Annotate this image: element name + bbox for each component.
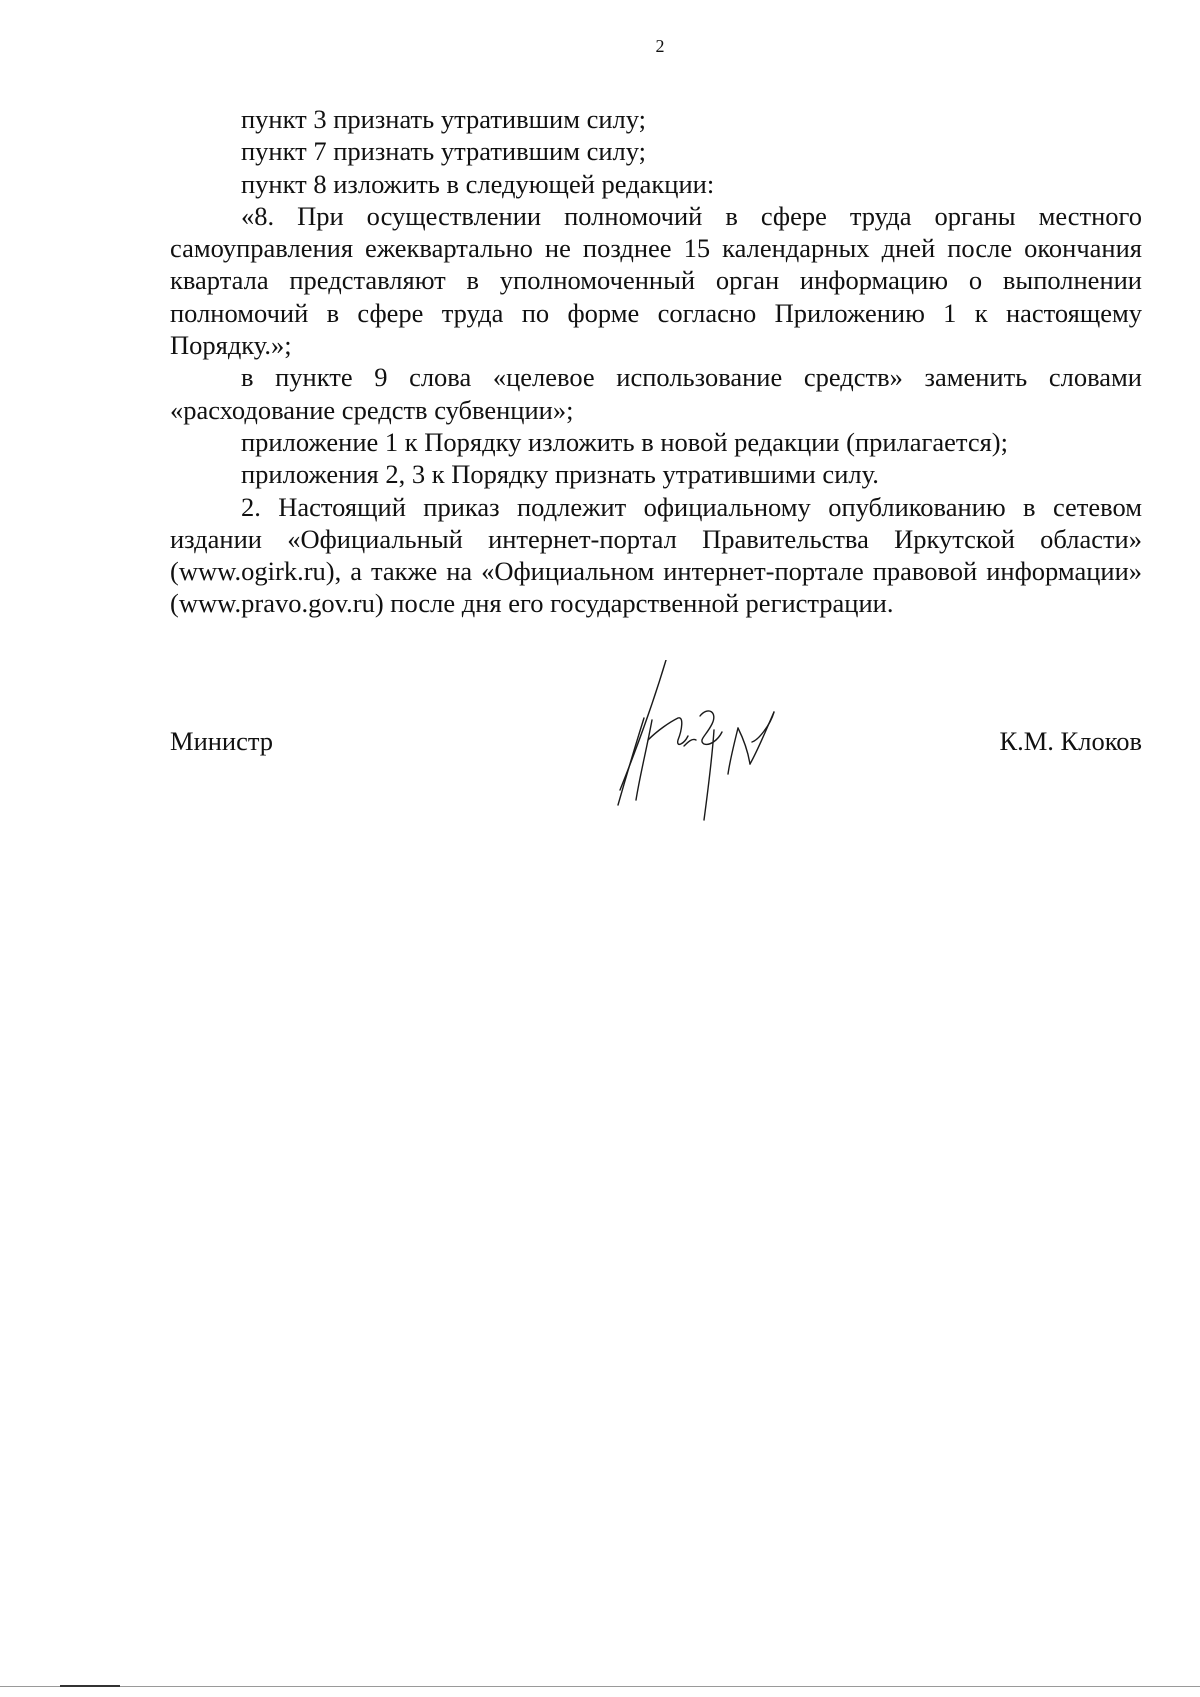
signature-icon <box>588 660 828 840</box>
paragraph-item-9-change: в пункте 9 слова «целевое использование средств» заменить словами «расходование средств субвенции»; <box>170 362 1142 425</box>
signer-position: Министр <box>170 726 274 756</box>
paragraph-item-8-intro: пункт 8 изложить в следующей редакции: <box>241 168 715 199</box>
paragraph-appendix-1: приложение 1 к Порядку изложить в новой редакции (прилагается); <box>241 426 1008 457</box>
document-body <box>170 103 1142 620</box>
page-bottom-rule-mark <box>60 1685 120 1687</box>
page-number: 2 <box>655 36 665 56</box>
paragraph-item-7-repealed: пункт 7 признать утратившим силу; <box>241 136 647 167</box>
page-bottom-rule <box>0 1686 1200 1687</box>
signer-name: К.М. Клоков <box>999 726 1142 756</box>
paragraph-item-8-text: «8. При осуществлении полномочий в сфере труда органы местного самоуправления ежеквартально не позднее 15 календарных дней после окончания квартала представляют в уполномоченный орган информацию о выполнении полномочий в сфере труда по форме согласно Приложению 1 к настоящему Порядку.»; <box>170 200 1142 361</box>
paragraph-item-3-repealed: пункт 3 признать утратившим силу; <box>241 104 647 134</box>
paragraph-publication: 2. Настоящий приказ подлежит официальному опубликованию в сетевом издании «Официальный интернет-портал Правительства Иркутской области» (www.ogirk.ru), а также на «Официальном интернет-портале правовой информации» (www.pravo.gov.ru) после дня его государственной регистрации. <box>170 491 1142 619</box>
paragraph-appendices-2-3: приложения 2, 3 к Порядку признать утратившими силу. <box>241 459 879 490</box>
